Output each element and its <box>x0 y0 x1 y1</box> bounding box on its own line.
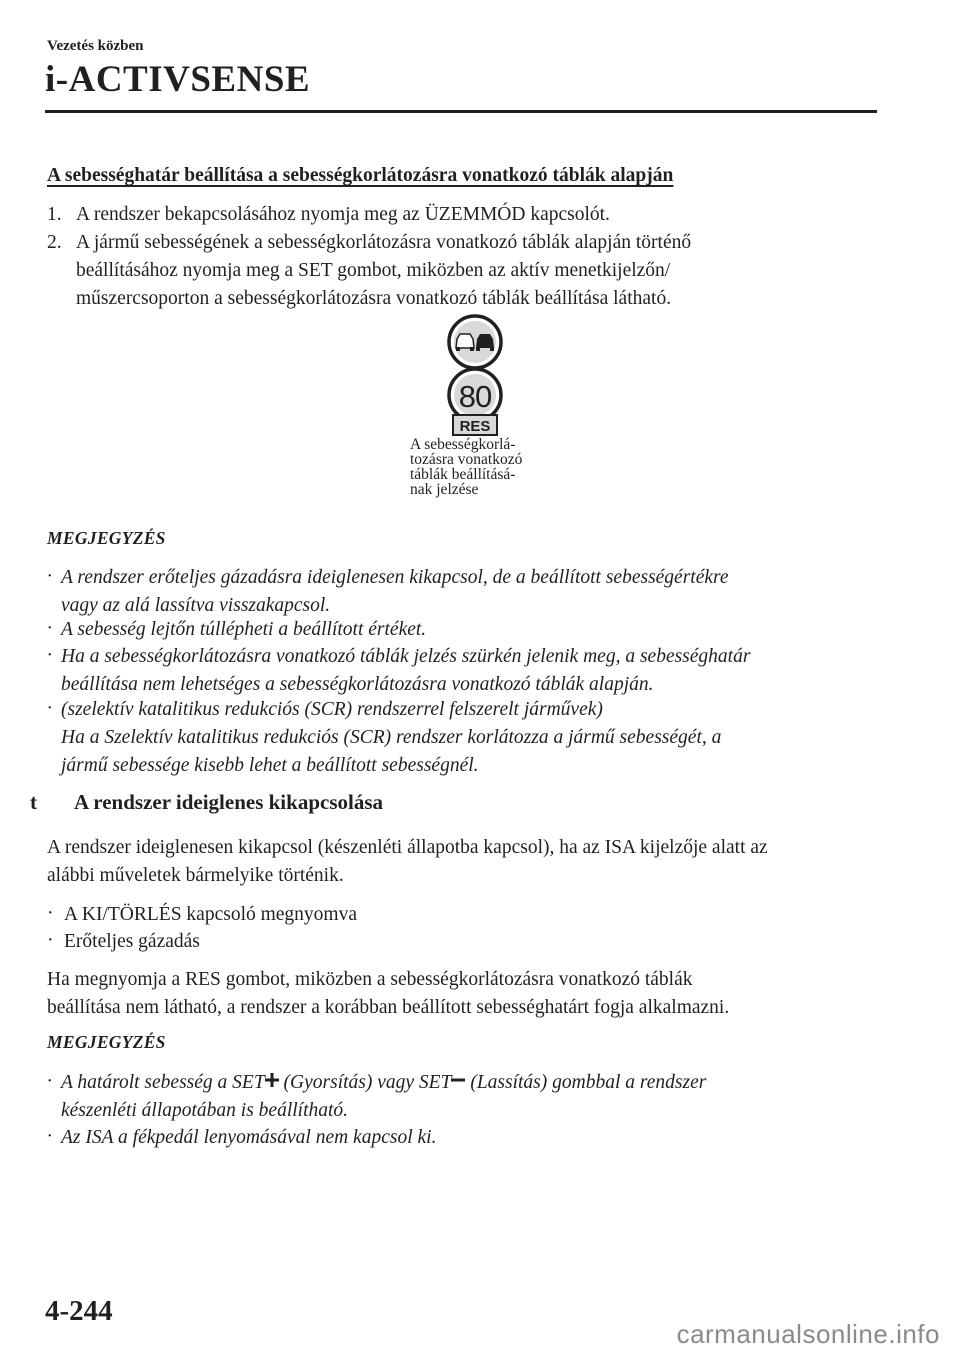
step-text: A jármű sebességének a sebességkorlátozásra vonatkozó táblák alapján történő <box>76 232 692 253</box>
step-text: beállításához nyomja meg a SET gombot, miközben az aktív menetkijelzőn/ <box>76 260 671 281</box>
step-number: 2. <box>47 232 62 253</box>
note-title: MEGJEGYZÉS <box>47 528 166 548</box>
note-title: MEGJEGYZÉS <box>47 1032 166 1052</box>
speed-limit-sign-icon <box>449 369 501 421</box>
plus-icon <box>265 1073 279 1087</box>
page-number: 4-244 <box>45 1295 113 1327</box>
section-title: i-ACTIVSENSE <box>45 59 311 100</box>
note-line: Ha a sebességkorlátozásra vonatkozó táblák jelzés szürkén jelenik meg, a sebességhatár <box>61 646 751 667</box>
chapter-title: Vezetés közben <box>47 38 144 54</box>
bullet-icon: · <box>47 1126 52 1147</box>
section-heading: A rendszer ideiglenes kikapcsolása <box>74 790 384 814</box>
note-text: A határolt sebesség a SET <box>61 1072 265 1093</box>
bullet-icon: · <box>47 903 54 924</box>
no-overtaking-sign-icon <box>449 316 501 368</box>
section-marker-icon: t <box>30 790 37 814</box>
list-item-text: A KI/TÖRLÉS kapcsoló megnyomva <box>64 904 358 925</box>
header-rule <box>45 110 877 113</box>
step-text: A rendszer bekapcsolásához nyomja meg az ÜZEMMÓD kapcsolót. <box>76 204 610 225</box>
speed-value: 80 <box>458 379 492 414</box>
note-line: A sebesség lejtőn túllépheti a beállított értéket. <box>61 619 427 640</box>
res-label: RES <box>459 418 491 435</box>
bullet-icon: · <box>47 645 52 666</box>
caption-line: tozásra vonatkozó <box>410 451 523 468</box>
note-line: Az ISA a fékpedál lenyomásával nem kapcsol ki. <box>61 1127 437 1148</box>
note-line: Ha a Szelektív katalitikus redukciós (SCR) rendszer korlátozza a jármű sebességét, a <box>61 727 722 748</box>
subheading: A sebességhatár beállítása a sebességkorlátozásra vonatkozó táblák alapján <box>47 165 674 186</box>
note-line: készenléti állapotában is beállítható. <box>61 1100 349 1121</box>
step-1 <box>47 201 610 229</box>
figure-caption <box>410 437 522 497</box>
paragraph-line: alábbi műveletek bármelyike történik. <box>47 865 344 886</box>
caption-line: A sebességkorlá- <box>410 436 516 453</box>
caption-line: nak jelzése <box>410 481 479 498</box>
isa-display-figure <box>440 312 515 440</box>
note-line: vagy az alá lassítva visszakapcsol. <box>61 595 331 616</box>
note-text: (Gyorsítás) vagy SET <box>278 1072 452 1093</box>
paragraph-line: A rendszer ideiglenesen kikapcsol (készenléti állapotba kapcsol), ha az ISA kijelzője alatt az <box>47 837 768 858</box>
note-line: jármű sebessége kisebb lehet a beállított sebességnél. <box>61 755 479 776</box>
watermark: carmanualsonline.info <box>676 1319 940 1349</box>
bullet-icon: · <box>47 930 54 951</box>
note-text: (Lassítás) gombbal a rendszer <box>465 1072 707 1093</box>
paragraph-line: beállítása nem látható, a rendszer a korábban beállított sebességhatárt fogja alkalmazni. <box>47 997 730 1018</box>
note-line: (szelektív katalitikus redukciós (SCR) rendszerrel felszerelt járművek) <box>61 699 603 720</box>
note-line: A rendszer erőteljes gázadásra ideiglenesen kikapcsol, de a beállított sebességértékre <box>61 567 729 588</box>
paragraph <box>47 966 729 1022</box>
step-text: műszercsoporton a sebességkorlátozásra vonatkozó táblák beállítása látható. <box>76 288 672 309</box>
res-indicator <box>453 415 497 435</box>
minus-icon <box>451 1073 465 1087</box>
list-item-text: Erőteljes gázadás <box>64 931 200 952</box>
caption-line: táblák beállításá- <box>410 466 516 483</box>
paragraph <box>47 834 768 890</box>
bullet-icon: · <box>47 618 52 639</box>
note-line <box>61 1069 706 1097</box>
bullet-icon: · <box>47 1071 52 1092</box>
paragraph-line: Ha megnyomja a RES gombot, miközben a sebességkorlátozásra vonatkozó táblák <box>47 969 693 990</box>
step-2 <box>47 229 692 309</box>
step-number: 1. <box>47 204 62 225</box>
bullet-icon: · <box>47 698 52 719</box>
bullet-icon: · <box>47 566 52 587</box>
note-line: beállítása nem lehetséges a sebességkorlátozásra vonatkozó táblák alapján. <box>61 674 654 695</box>
